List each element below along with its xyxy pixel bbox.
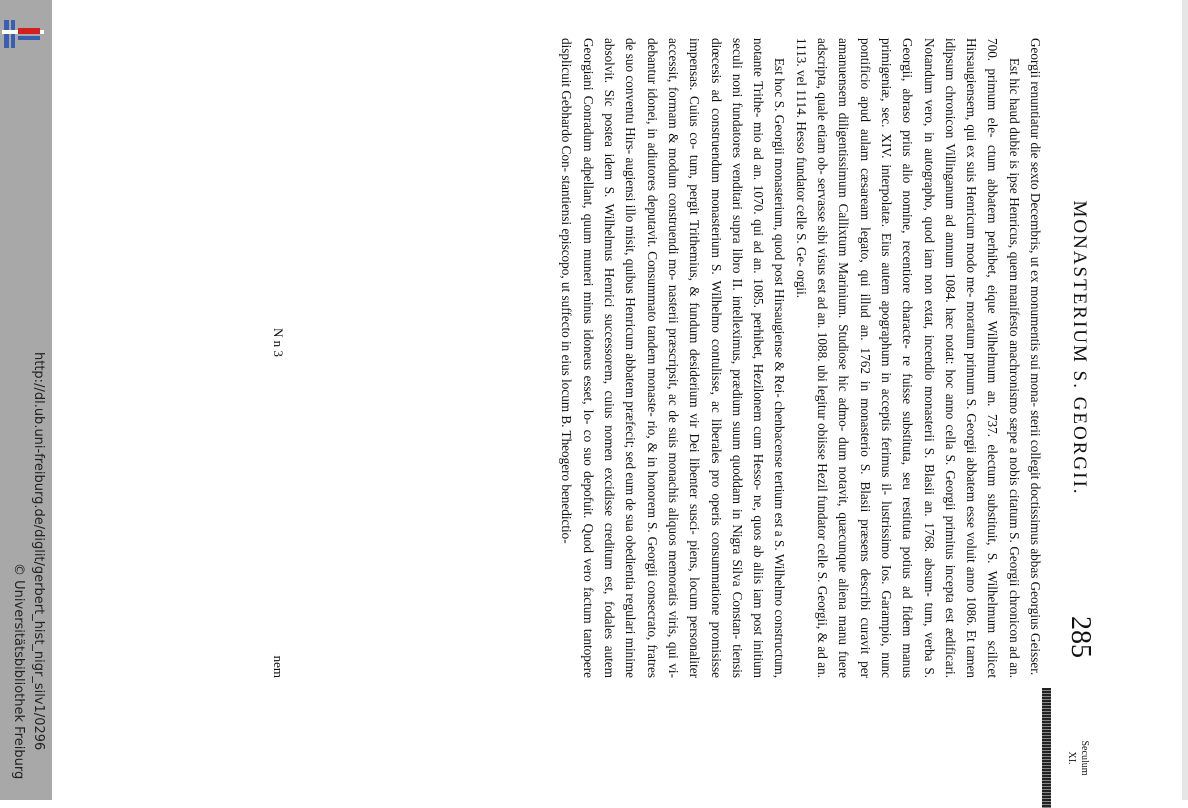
body-text [556, 38, 1046, 678]
margin-label-line: XI. [1066, 751, 1077, 765]
page-header [1056, 18, 1096, 678]
watermark-copyright: © Universitätsbibliothek Freiburg [11, 563, 26, 780]
scanned-page [256, 18, 1096, 776]
paragraph: Est hic haud dubie is ipse Henricus, quem manifesto anachronismo sæpe a nobis citatum S. Georgii chronicon ad an. 700. primum ele- ctum abbatem perhibet, eique Wilhelmum an. 737. electum substituit, S. Wilhelmum scilicet Hirsaugiensem, qui ex suis Henricum modo me- moratum primum S. Georgii abbatem esse voluit anno 1086. Et tamen idipsum chronicon Villinganum ad annum 1084. hæc notat: hoc anno cella S. Georgii primitus incepta est ædificari. Notandum vero, in autographo, quod iam non extat, incendio monasterii S. Blasii an. 1768. absum- tum, verba S. Georgii, abraso prius alio nomine, recentiore characte- re fuisse substituta, seu restituta potius ad fidem manus primigeniæ, sec. XIV. interpolatæ. Eius autem apographum in acceptis ferimus il- lustrissimo Ios. Garampio, nunc pontificio apud aulam cæsaream legato, qui illud an. 1762 in monasterio S. Blasii præsens describi curavit per amanuensem diligentissimum Callixtum Marinium. Studiose hic admo- dum notavit, quæcunque aliena manu fuere adscripta, quale etiam ob- servasse sibi visus est ad an. 1088. ubi legitur obiisse Hezil fundator celle S. Georgii, & ad an. 1113. vel 1114. Hesso fundator celle S. Ge- orgii. [793, 38, 1022, 678]
watermark-url: http://dl.ub.uni-freiburg.de/diglit/gerbert_hist_nigr_silv1/0296 [31, 352, 46, 751]
margin-rule [1042, 688, 1051, 808]
viewer-sidebar [0, 0, 52, 800]
signature-mark: N n 3 [271, 328, 286, 357]
page-footer [266, 38, 286, 678]
vertical-scrollbar[interactable] [1182, 0, 1188, 800]
paragraph: Est hoc S. Georgii monasterium, quod post Hirsaugiense & Rei- chenbacense tertium est a S. Wilhelmo constructum, notante Trithe- mio ad an. 1070. qui ad an. 1085. perhibet, Hezilonem cum Hesso- ne, quos ab aliis iam post initium seculi noni fundatores venditari supra libro II. intelleximus, prædium suum quoddam in Nigra Silva Constan- tiensis diœcesis ad construendum monasterium S. Wilhelmo contulisse, ac liberales pro operis consummatione promisisse impensas. Cuius co- tum, pergit Trithemius, & fundum desiderium vir Dei libenter susci- piens, locum personaliter accessit, formam & modum construendi mo- nasterii præscripsit, ac de suis monachis aliquos memoratis viris, qui vi- debantur idonei, in adiutores deputavit. Consummato tandem monaste- rio, & in honorem S. Georgii consecrato, fratres de suo conventu Hirs- augiensi illo misit, quibus Henricum abbatem præfecit; sed eum de sua obedientia regulari minime absolvit. Sic postea idem S. Wilhelmus Henrici successorem, cuius nomen excidisse creditum est, fodales autem Georgiani Conradum adpellant, quum muneri minus idoneus esset, lo- co suo depofuit. Quod vero factum tantopere displicuit Gebhardo Con- stantiensi episcopo, ut suffecto in eius locum B. Theogero benedictio- [559, 38, 788, 678]
paragraph: Georgii renuntiatur die sexto Decembris, ut ex monumentis sui mona- sterii collegit doctissimus abbas Georgius Geisser. [1028, 38, 1043, 676]
margin-label [1065, 713, 1091, 803]
running-title: MONASTERIUM S. GEORGII. [1069, 200, 1090, 496]
page-number: 285 [1065, 616, 1096, 658]
catchword: nem [271, 655, 286, 678]
watermark [8, 0, 52, 800]
margin-label-line: Seculum [1079, 740, 1090, 776]
